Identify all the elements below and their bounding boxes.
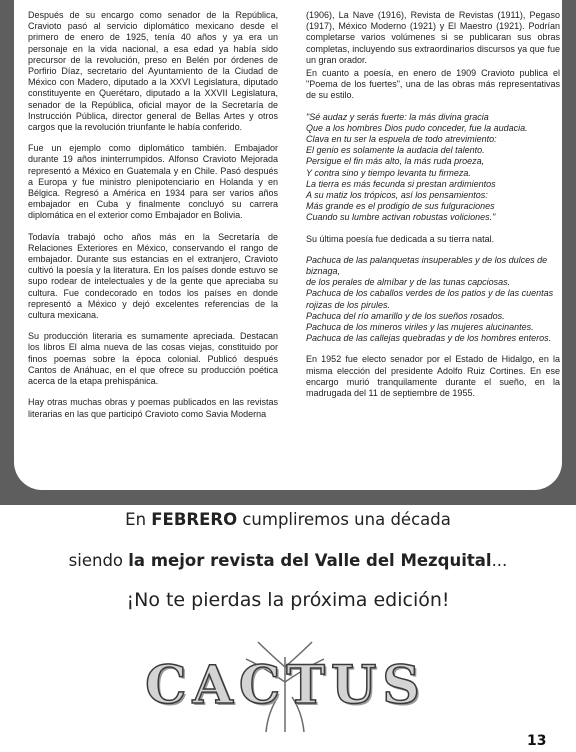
poem-line: El genio es solamente la audacia del talento. bbox=[306, 145, 485, 156]
poem-line: Pachuca de los mineros viriles y las mujeres alucinantes. bbox=[306, 322, 534, 333]
paragraph: Su última poesía fue dedicada a su tierra natal. bbox=[306, 233, 495, 244]
poem-line: Que a los hombres Dios pudo conceder, fue la audacia. bbox=[306, 122, 528, 133]
poem-line: Clava en tu ser la espuela de todo atrevimiento: bbox=[306, 134, 497, 145]
poem-line: "Sé audaz y serás fuerte: la más divina gracia bbox=[306, 111, 489, 122]
right-column bbox=[306, 10, 560, 409]
poem-fuertes bbox=[306, 112, 560, 224]
poem-line: Más grande es el prodigio de sus fulguraciones bbox=[306, 201, 495, 212]
poem-line: Cuando su lumbre activan robustas voliciones." bbox=[306, 212, 496, 223]
promo-line-2 bbox=[0, 551, 576, 570]
poem-line: Y contra sino y tiempo levanta tu firmeza. bbox=[306, 167, 471, 178]
poem-line: Pachuca de los caballos verdes de los patios y de las cuentas rojizas de los pirules. bbox=[306, 288, 554, 310]
paragraph: En cuanto a poesía, en enero de 1909 Cravioto publica el "Poema de los fuertes", una de las obras más representativas de su estilo. bbox=[306, 68, 560, 101]
promo-text: En bbox=[125, 510, 152, 529]
cactus-logo bbox=[118, 637, 453, 737]
poem-line: de los perales de almíbar y de las tunas capciosas. bbox=[306, 277, 511, 288]
promo-line-3: ¡No te pierdas la próxima edición! bbox=[126, 589, 450, 611]
poem-line: Persigue el fin más alto, la más ruda proeza, bbox=[306, 156, 485, 167]
promo-bold: FEBRERO bbox=[151, 510, 238, 529]
logo-wordmark: CACTUS bbox=[145, 655, 426, 716]
paragraph: Hay otras muchas obras y poemas publicados en las revistas literarias en las que participó Cravioto como Savia Moderna bbox=[28, 397, 278, 419]
poem-pachuca bbox=[306, 255, 560, 345]
page-number: 13 bbox=[527, 733, 547, 749]
promo-line-1 bbox=[0, 510, 576, 529]
poem-line: A su matiz los trópicos, así los pensamientos: bbox=[306, 190, 488, 201]
paragraph: Después de su encargo como senador de la República, Cravioto pasó al servicio diplomático mexicano desde el primero de enero de 1925, tenía 40 años y ya era un personaje en la vida nacional, a esa edad ya había sido precursor de la revolución, preso en Belén por órdenes de Porfirio Díaz, secretario del Ayuntamiento de la Ciudad de México con Madero, diputado a la XXVI Legislatura, diputado constituyente en Querétaro, diputado a la XXVII Legislatura, senador de la República, oficial mayor de la Secretaría de Instrucción Pública, director general de Bellas Artes y otros cargos que la revolución triunfante le había conferido. bbox=[28, 10, 278, 133]
poem-line: Pachuca de las callejas quebradas y de los hombres enteros. bbox=[306, 333, 552, 344]
paragraph: En 1952 fue electo senador por el Estado de Hidalgo, en la misma elección del presidente Adolfo Ruiz Cortines. En ese encargo murió tranquilamente durante el sueño, en la madrugada del 11 de septiembre de 1955. bbox=[306, 354, 560, 399]
poem-line: Pachuca del río amarillo y de los sueños rosados. bbox=[306, 310, 505, 321]
paragraph: Su producción literaria es sumamente apreciada. Destacan los libros El alma nueva de las cosas viejas, constituido por finos poemas sobre la época colonial. Publicó después Cantos de Anáhuac, en el que ofrece su producción poética acerca de la etapa prehispánica. bbox=[28, 331, 278, 387]
promo-text: ... bbox=[491, 551, 508, 570]
left-column bbox=[28, 10, 278, 430]
article-panel bbox=[14, 0, 562, 490]
poem-line: Pachuca de las palanquetas insuperables y de los dulces de biznaga, bbox=[306, 254, 548, 277]
poem-line: La tierra es más fecunda si prestan ardimientos bbox=[306, 178, 496, 189]
paragraph: (1906), La Nave (1916), Revista de Revistas (1911), Pegaso (1917), México Moderno (1921) y El Maestro (1921). Podrían completarse varios volúmenes si se publicaran sus obras completas, incluyendo sus extraordinarios discursos ya que fue un gran orador. bbox=[306, 10, 560, 65]
paragraph: Fue un ejemplo como diplomático también. Embajador durante 19 años ininterrumpidos. Alfonso Cravioto Mejorada representó a México en Guatemala y en Chile. Pasó después a Europa y fue ministro plenipotenciario en Holanda y en Bélgica. Regresó a América en 1934 para ser varios años embajador en Cuba y finalmente concluyó su carrera diplomática en el exterior como Embajador en Bolivia. bbox=[28, 143, 278, 221]
paragraph: Todavía trabajó ocho años más en la Secretaría de Relaciones Exteriores en México, conservando el rango de embajador. Durante sus estancias en el extranjero, Cravioto cultivó la poesía y la literatura. En los países donde estuvo se supo rodear de intelectuales y de la gente que apreciaba su cultura. Fue condecorado en todos los países en donde representó a México y dejó excelentes referencias de la cultura mexicana. bbox=[28, 231, 278, 321]
promo-bold: la mejor revista del Valle del Mezquital bbox=[128, 551, 492, 570]
promo-text: siendo bbox=[68, 551, 129, 570]
promo-text: cumpliremos una década bbox=[237, 510, 451, 529]
